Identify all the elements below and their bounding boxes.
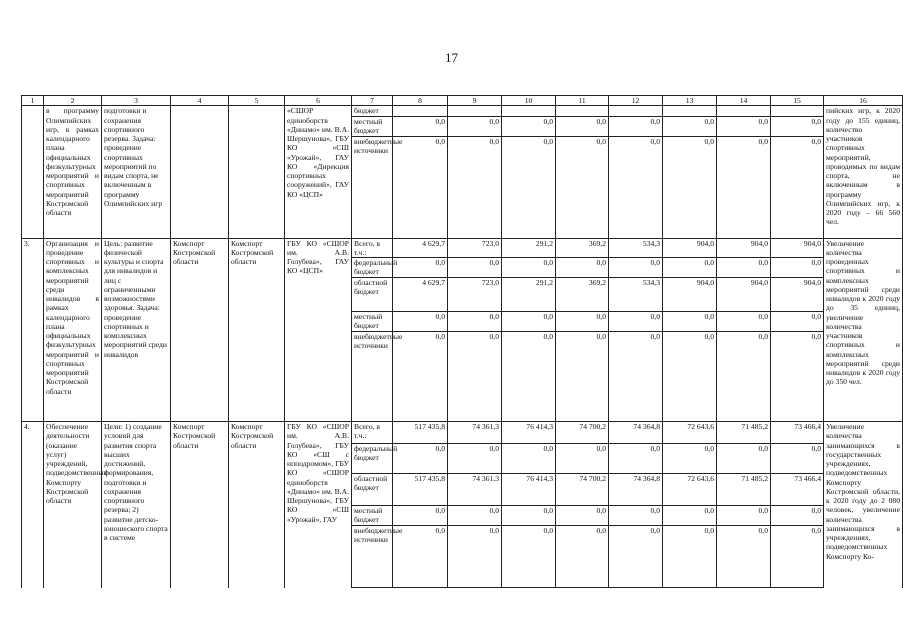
funding-value: 0,0 — [448, 116, 502, 136]
funding-value: 0,0 — [717, 136, 771, 238]
funding-value: 0,0 — [502, 506, 556, 526]
goals-tasks: Цель: развитие физической культуры и спорта для инвалидов и лиц с ограниченными возможностями здоровья. Задача: проведение спортивных и комплексных мероприятий среди инвалидов — [102, 238, 171, 422]
funding-value: 0,0 — [556, 506, 609, 526]
column-number: 5 — [229, 96, 285, 106]
funding-value: 291,2 — [502, 238, 556, 258]
funding-value: 369,2 — [556, 238, 609, 258]
funding-value: 0,0 — [502, 332, 556, 422]
funding-value: 0,0 — [717, 444, 771, 474]
funding-value: 0,0 — [609, 116, 663, 136]
state-customer: Комспорт Костромской области — [171, 238, 229, 422]
funding-value — [556, 106, 609, 116]
funding-value: 291,2 — [502, 278, 556, 312]
funding-value: 0,0 — [771, 444, 824, 474]
funding-value: 0,0 — [502, 116, 556, 136]
funding-source: федеральный бюджет — [352, 258, 393, 278]
funding-value: 0,0 — [717, 116, 771, 136]
funding-value: 0,0 — [609, 526, 663, 588]
funding-value: 517 435,8 — [393, 422, 448, 444]
row-number — [22, 106, 44, 238]
funding-value: 72 643,6 — [663, 422, 717, 444]
funding-value — [663, 106, 717, 116]
funding-value: 76 414,3 — [502, 422, 556, 444]
funding-value: 0,0 — [663, 116, 717, 136]
funding-value — [393, 106, 448, 116]
funding-value: 0,0 — [663, 444, 717, 474]
funding-value: 534,3 — [609, 238, 663, 258]
funding-source: федеральный бюджет — [352, 444, 393, 474]
column-number: 15 — [771, 96, 824, 106]
funding-value: 369,2 — [556, 278, 609, 312]
funding-source: областной бюджет — [352, 474, 393, 506]
funding-value: 73 466,4 — [771, 422, 824, 444]
coordinator: Комспорт Костромской области — [229, 238, 285, 422]
funding-source: внебюджетные источники — [352, 136, 393, 238]
funding-value: 72 643,6 — [663, 474, 717, 506]
funding-value: 723,0 — [448, 238, 502, 258]
funding-value: 74 700,2 — [556, 474, 609, 506]
expected-result: пийских игр, к 2020 году до 155 единиц, количество участников спортивных мероприятий, проводимых по видам спорта, не включенным в программу Олимпийских игр, к 2020 году – 66 560 чел. — [824, 106, 903, 238]
funding-value: 71 485,2 — [717, 474, 771, 506]
funding-source: Всего, в т.ч.: — [352, 422, 393, 444]
funding-value: 0,0 — [717, 332, 771, 422]
funding-value: 0,0 — [556, 258, 609, 278]
funding-value: 0,0 — [663, 506, 717, 526]
funding-source: бюджет — [352, 106, 393, 116]
funding-value: 0,0 — [448, 526, 502, 588]
funding-value: 0,0 — [771, 116, 824, 136]
funding-value — [609, 106, 663, 116]
column-number: 13 — [663, 96, 717, 106]
funding-value: 0,0 — [717, 526, 771, 588]
funding-value: 0,0 — [502, 444, 556, 474]
funding-value — [502, 106, 556, 116]
funding-value: 71 485,2 — [717, 422, 771, 444]
funding-value: 517 435,8 — [393, 474, 448, 506]
funding-value: 0,0 — [393, 526, 448, 588]
funding-value: 0,0 — [393, 116, 448, 136]
funding-value: 0,0 — [771, 136, 824, 238]
funding-value: 0,0 — [393, 258, 448, 278]
funding-value — [717, 106, 771, 116]
goals-tasks: подготовки и сохранения спортивного резерва. Задача: проведение спортивных мероприятий по видам спорта, не включенным в программу Олимпийских игр — [102, 106, 171, 238]
funding-value: 0,0 — [609, 332, 663, 422]
row-number: 4. — [22, 422, 44, 588]
funding-value: 0,0 — [393, 444, 448, 474]
funding-value: 74 361,3 — [448, 422, 502, 444]
column-number: 11 — [556, 96, 609, 106]
funding-value: 0,0 — [663, 136, 717, 238]
activity-name: Организация и проведение спортивных и комплексных мероприятий среди инвалидов в рамках календарного плана официальных физкультурных мероприятий и спортивных мероприятий Костромской области — [44, 238, 102, 422]
coordinator: Комспорт Костромской области — [229, 422, 285, 588]
page-number: 17 — [445, 50, 458, 65]
executors: «СШОР единоборств «Динамо» им. В.А. Шершунова», ГБУ КО «СШ «Урожай», ГАУ КО «Дирекция спортивных сооружений», ГАУ КО «ЦСП» — [285, 106, 352, 238]
column-number: 2 — [44, 96, 102, 106]
expected-result: Увеличение количества проведенных спортивных и комплексных мероприятий среди инвалидов к 2020 году до 35 единиц, увеличение количества участников спортивных и комплексных мероприятий среди инвалидов к 2020 году до 350 чел. — [824, 238, 903, 422]
funding-value: 0,0 — [771, 312, 824, 332]
funding-value: 0,0 — [448, 312, 502, 332]
activity-4-source-row — [22, 422, 903, 444]
funding-value: 0,0 — [663, 526, 717, 588]
column-number: 1 — [22, 96, 44, 106]
funding-value: 0,0 — [448, 258, 502, 278]
activity-3-source-row — [22, 238, 903, 258]
funding-source: местный бюджет — [352, 506, 393, 526]
funding-value: 0,0 — [502, 258, 556, 278]
funding-value: 0,0 — [556, 444, 609, 474]
funding-value: 76 414,3 — [502, 474, 556, 506]
funding-source: внебюджетные источники — [352, 526, 393, 588]
funding-value: 0,0 — [448, 444, 502, 474]
coordinator — [229, 106, 285, 238]
funding-value: 74 364,8 — [609, 422, 663, 444]
funding-value: 4 629,7 — [393, 238, 448, 258]
funding-value: 904,0 — [717, 238, 771, 258]
funding-value: 73 466,4 — [771, 474, 824, 506]
funding-value: 0,0 — [609, 444, 663, 474]
funding-value: 0,0 — [502, 136, 556, 238]
funding-value: 904,0 — [717, 278, 771, 312]
row-number: 3. — [22, 238, 44, 422]
funding-value: 0,0 — [502, 526, 556, 588]
funding-value: 0,0 — [717, 258, 771, 278]
funding-value: 0,0 — [609, 136, 663, 238]
funding-value: 0,0 — [448, 136, 502, 238]
funding-value: 904,0 — [663, 238, 717, 258]
funding-value: 723,0 — [448, 278, 502, 312]
column-number: 16 — [824, 96, 903, 106]
funding-value: 0,0 — [393, 332, 448, 422]
funding-value: 0,0 — [663, 312, 717, 332]
goals-tasks: Цели: 1) создание условий для развития спорта высших достижений, формирования, подготовки и сохранения спортивного резерва; 2) развитие детско-юношеского спорта в системе — [102, 422, 171, 588]
funding-value: 904,0 — [771, 238, 824, 258]
column-number: 7 — [352, 96, 393, 106]
funding-value: 0,0 — [771, 258, 824, 278]
funding-value: 534,3 — [609, 278, 663, 312]
executors: ГБУ КО «СШОР им. А.В. Голубева», ГАУ КО «ЦСП» — [285, 238, 352, 422]
funding-source: местный бюджет — [352, 116, 393, 136]
column-number-row — [22, 96, 903, 106]
column-number: 8 — [393, 96, 448, 106]
funding-value: 74 364,8 — [609, 474, 663, 506]
funding-value: 0,0 — [609, 312, 663, 332]
executors: ГБУ КО «СШОР им. А.В. Голубева», ГБУ КО «СШ с ипподромом», ГБУ КО «СШОР единоборств «Динамо» им. В.А. Шершунова», ГБУ КО «СШ «Урожай», ГАУ — [285, 422, 352, 588]
funding-value: 904,0 — [663, 278, 717, 312]
funding-value: 0,0 — [771, 332, 824, 422]
column-number: 4 — [171, 96, 229, 106]
funding-value: 0,0 — [771, 526, 824, 588]
funding-value: 0,0 — [556, 332, 609, 422]
funding-value: 0,0 — [556, 136, 609, 238]
funding-value: 0,0 — [609, 506, 663, 526]
activity-name: Обеспечение деятельности (оказание услуг) учреждений, подведомственных Комспорту Костромской области — [44, 422, 102, 588]
funding-value: 0,0 — [609, 258, 663, 278]
funding-value: 0,0 — [663, 332, 717, 422]
funding-source: областной бюджет — [352, 278, 393, 312]
funding-value: 0,0 — [663, 258, 717, 278]
column-number: 12 — [609, 96, 663, 106]
column-number: 9 — [448, 96, 502, 106]
funding-value — [448, 106, 502, 116]
state-customer — [171, 106, 229, 238]
funding-value: 0,0 — [448, 332, 502, 422]
state-customer: Комспорт Костромской области — [171, 422, 229, 588]
funding-value: 4 629,7 — [393, 278, 448, 312]
funding-value: 904,0 — [771, 278, 824, 312]
funding-value: 0,0 — [771, 506, 824, 526]
funding-value: 0,0 — [556, 116, 609, 136]
funding-value: 0,0 — [448, 506, 502, 526]
funding-value: 0,0 — [556, 526, 609, 588]
funding-value: 0,0 — [556, 312, 609, 332]
activity-2-continued-source-row — [22, 106, 903, 116]
funding-source: местный бюджет — [352, 312, 393, 332]
funding-value: 0,0 — [717, 506, 771, 526]
expected-result: Увеличение количества занимающихся в государственных учреждениях, подведомственных Комспорту Костромской области, к 2020 году до 2 080 человек, увеличение количества занимающихся в учреждениях, подведомственных Комспорту Ко- — [824, 422, 903, 588]
funding-value: 0,0 — [393, 312, 448, 332]
funding-value — [771, 106, 824, 116]
column-number: 6 — [285, 96, 352, 106]
funding-source: внебюджетные источники — [352, 332, 393, 422]
column-number: 3 — [102, 96, 171, 106]
funding-value: 0,0 — [393, 136, 448, 238]
activity-name: в программу Олимпийских игр, в рамках календарного плана официальных физкультурных мероприятий и спортивных мероприятий Костромской области — [44, 106, 102, 238]
column-number: 14 — [717, 96, 771, 106]
funding-value: 74 361,3 — [448, 474, 502, 506]
funding-value: 0,0 — [393, 506, 448, 526]
funding-source: Всего, в т.ч.: — [352, 238, 393, 258]
column-number: 10 — [502, 96, 556, 106]
program-activities-table — [21, 95, 903, 588]
funding-value: 0,0 — [502, 312, 556, 332]
funding-value: 0,0 — [717, 312, 771, 332]
funding-value: 74 700,2 — [556, 422, 609, 444]
